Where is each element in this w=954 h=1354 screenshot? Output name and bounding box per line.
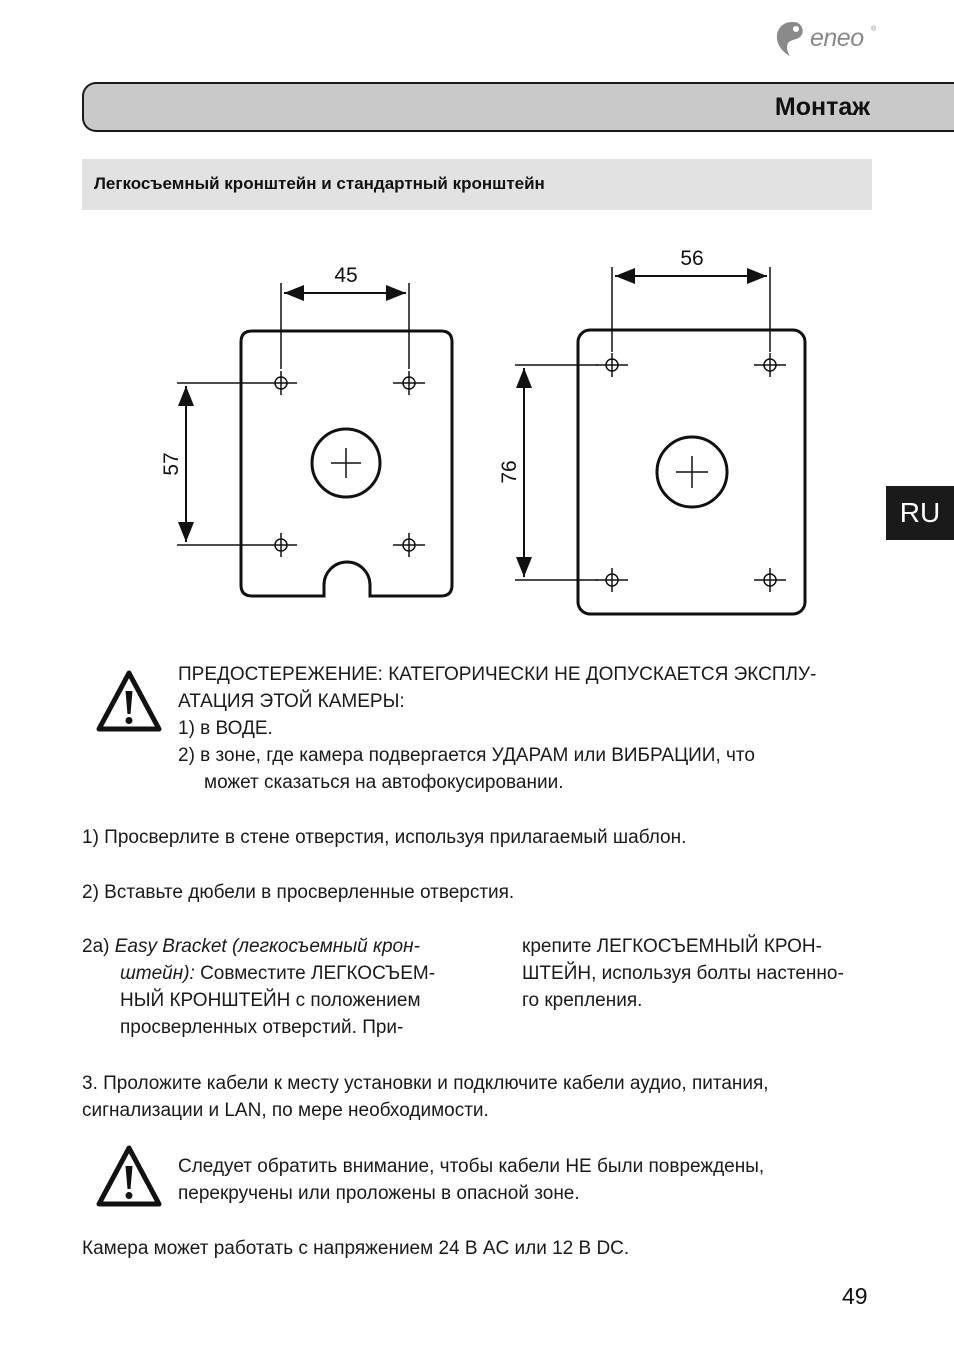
standard-bracket-width-label: 56	[680, 247, 704, 270]
warning-list-item: 1) в ВОДЕ.	[178, 718, 273, 739]
easy-bracket-width-label: 45	[334, 264, 358, 287]
bracket-diagram	[140, 235, 830, 625]
warning-list-item-continuation: может сказаться на автофокусировании.	[204, 772, 564, 793]
step-3-line: 3. Проложите кабели к месту установки и подключите кабели аудио, питания,	[82, 1073, 769, 1094]
eneo-logo	[774, 20, 884, 60]
step-2a-italic: Easy Bracket (легкосъемный крон-	[114, 936, 420, 957]
step-2a-text: Совместите ЛЕГКОСЪЕМ-	[194, 963, 436, 984]
page-number: 49	[842, 1283, 868, 1309]
language-tab: RU	[886, 486, 954, 540]
warning-line: ПРЕДОСТЕРЕЖЕНИЕ: КАТЕГОРИЧЕСКИ НЕ ДОПУСКАЕТСЯ ЭКСПЛУ-	[178, 664, 817, 685]
warning-caution-text	[178, 661, 816, 796]
step-2a-column-1	[82, 933, 482, 1041]
warning-list-item: 2) в зоне, где камера подвергается УДАРАМ или ВИБРАЦИИ, что	[178, 745, 755, 766]
step-3-line: сигнализации и LAN, по мере необходимости.	[82, 1100, 489, 1121]
step-2a-text: ШТЕЙН, используя болты настенно-	[522, 963, 844, 984]
warning-line: АТАЦИЯ ЭТОЙ КАМЕРЫ:	[178, 691, 405, 712]
cable-warning-line: Следует обратить внимание, чтобы кабели НЕ были повреждены,	[178, 1156, 765, 1177]
step-1: 1) Просверлите в стене отверстия, используя прилагаемый шаблон.	[82, 827, 687, 848]
step-2a-text: НЫЙ КРОНШТЕЙН с положением	[120, 990, 421, 1011]
logo-text: eneo	[810, 24, 864, 52]
step-2a-text: просверленных отверстий. При-	[120, 1017, 404, 1038]
step-2a-text: крепите ЛЕГКОСЪЕМНЫЙ КРОН-	[522, 936, 822, 957]
step-2a-text: го крепления.	[522, 990, 643, 1011]
warning-triangle-icon	[96, 1145, 162, 1207]
section-heading-bar	[82, 159, 872, 210]
eneo-logo-mark-icon	[774, 20, 808, 58]
standard-bracket-height-label: 76	[498, 460, 521, 484]
voltage-note: Камера может работать с напряжением 24 В AC или 12 В DC.	[82, 1238, 630, 1259]
easy-bracket-dimension-lines	[177, 283, 409, 545]
easy-bracket-height-label: 57	[160, 452, 183, 476]
title-bar	[82, 82, 954, 132]
easy-bracket-mounting-holes	[265, 371, 425, 557]
step-3	[82, 1070, 769, 1124]
step-2a-column-2	[522, 933, 892, 1014]
easy-bracket-center-hole-icon	[312, 429, 380, 497]
standard-bracket-dimension-lines	[515, 267, 770, 580]
step-2: 2) Вставьте дюбели в просверленные отверстия.	[82, 882, 515, 903]
warning-triangle-icon	[96, 670, 162, 732]
step-2a-number: 2a)	[82, 936, 110, 957]
standard-bracket-center-hole-icon	[657, 437, 727, 507]
cable-warning-line: перекручены или проложены в опасной зоне.	[178, 1183, 580, 1204]
page-title: Монтаж	[774, 93, 870, 121]
step-2a-italic: штейн):	[120, 963, 195, 984]
cable-warning-text	[178, 1153, 764, 1207]
section-heading: Легкосъемный кронштейн и стандартный кронштейн	[94, 174, 545, 193]
logo-registered-mark: ®	[871, 26, 877, 33]
